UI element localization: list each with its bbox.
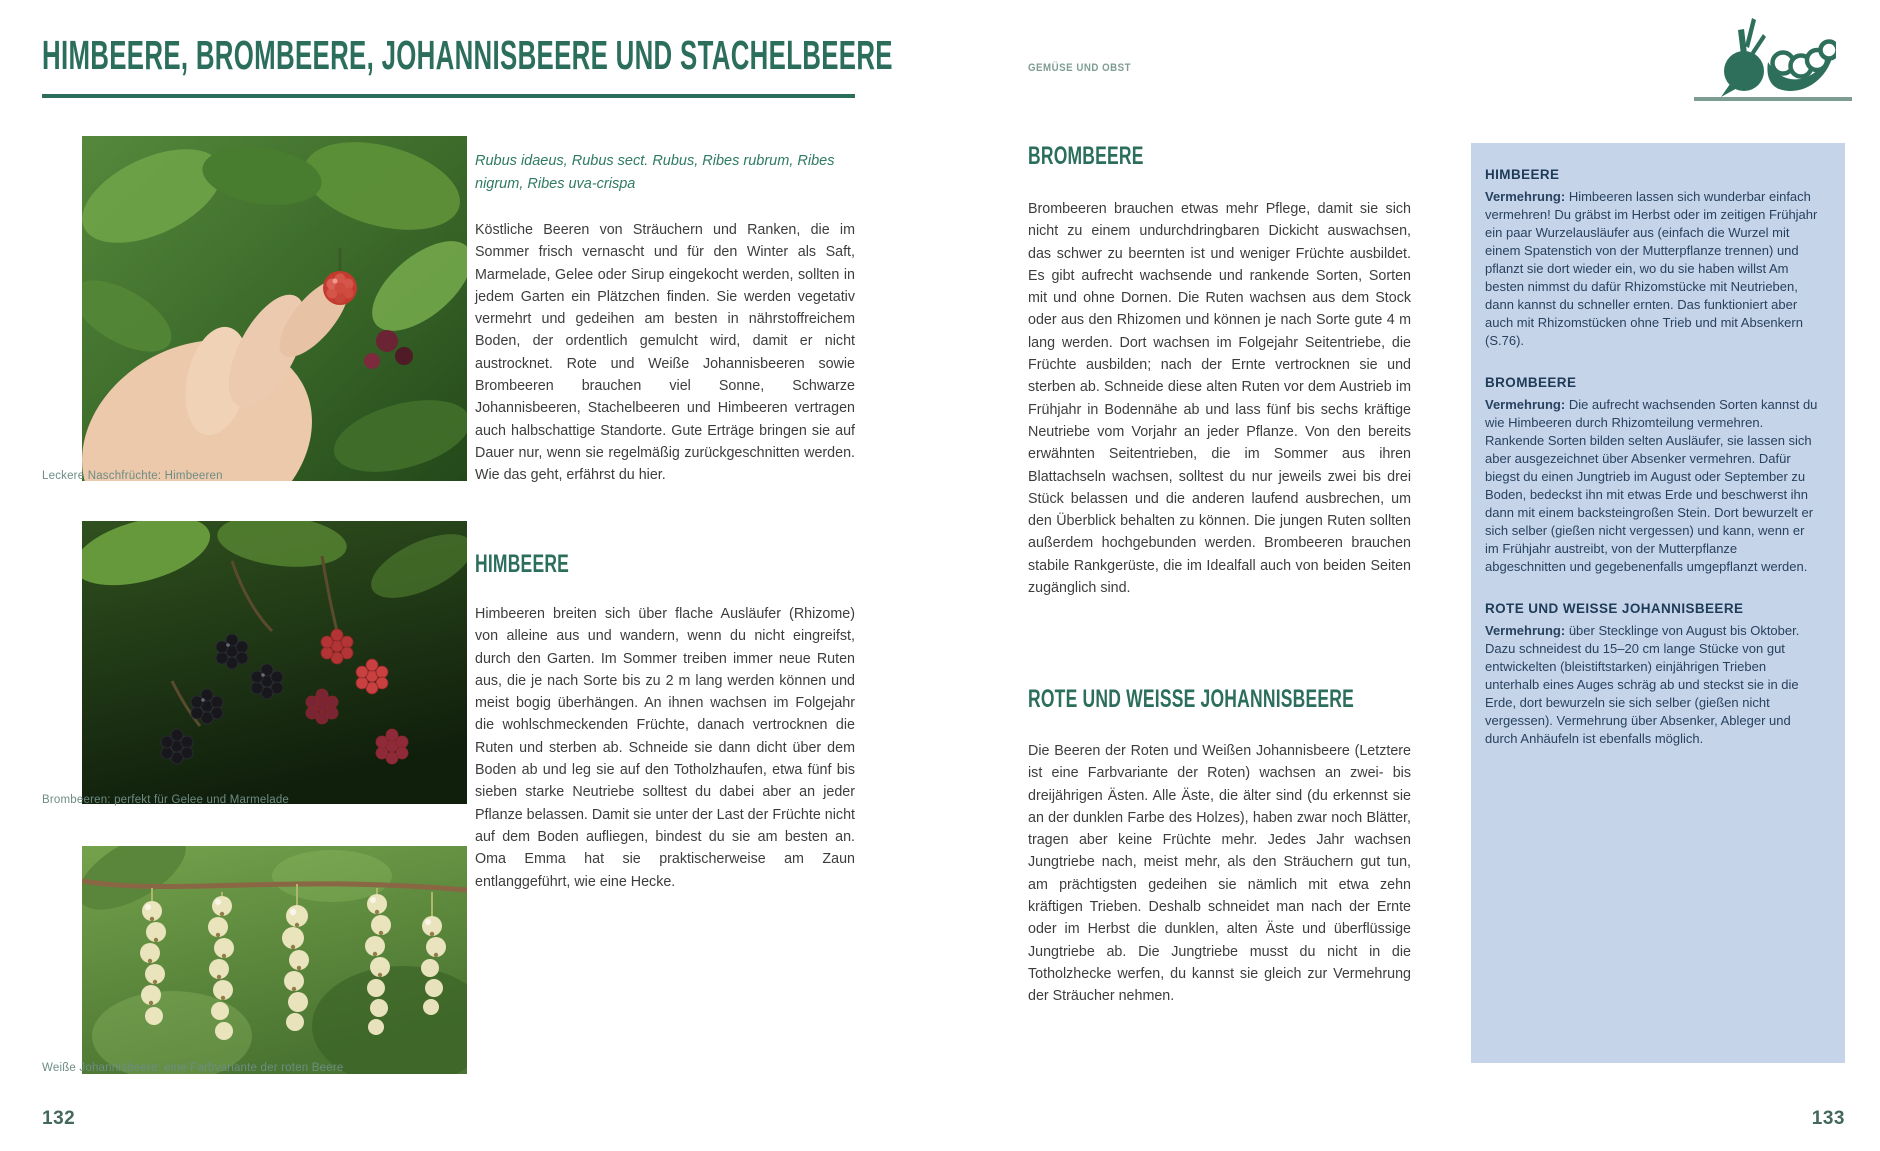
himbeere-paragraph: Himbeeren breiten sich über flache Ausläufer (Rhizome) von alleine aus und wandern, wenn du nicht eingreifst, durch den Garten. Im Sommer treiben immer neue Ruten aus, die je nach Sorte bis zu 2 m lang werden können und meist bogig überhängen. An ihnen wachsen im Folgejahr die wohlschmeckenden Früchte, danach vertrocknen die Ruten und sterben ab. Schneide sie dann dicht über dem Boden ab und leg sie auf den Totholzhaufen, etwa fünf bis sieben starke Neutriebe solltest du dabei aber an jeder Pflanze belassen. Damit sie unter der Last der Früchte nicht auf dem Boden aufliegen, bindest du sie am besten an. Oma Emma hat sie praktischerweise am Zaun entlanggeführt, wie eine Hecke. (475, 606, 855, 890)
infobox-heading-himbeere: HIMBEERE (1485, 167, 1560, 182)
running-head: GEMÜSE UND OBST (1028, 62, 1132, 74)
species-names: Rubus idaeus, Rubus sect. Rubus, Ribes rubrum, Ribes nigrum, Ribes uva-crispa (475, 153, 835, 192)
section-heading-himbeere-wrap (475, 552, 609, 577)
page-title-wrap (42, 34, 1393, 77)
photo-johannisbeeren (82, 846, 467, 1074)
header-rule (1694, 97, 1852, 101)
infobox-heading-brombeere: BROMBEERE (1485, 375, 1577, 390)
vermehrung-infobox (1471, 143, 1845, 1063)
infobox-section-johannisbeere (1485, 601, 1819, 748)
infobox-text-himbeere (1485, 188, 1819, 350)
beet-and-peapod-icon (1716, 14, 1836, 98)
vermehrung-label: Vermehrung: (1485, 623, 1566, 638)
photo-johannisbeeren-illustration (82, 846, 467, 1074)
vermehrung-label: Vermehrung: (1485, 189, 1566, 204)
title-rule (42, 94, 855, 98)
page-number-right: 133 (1811, 1108, 1845, 1129)
infobox-heading-johannisbeere: ROTE UND WEISSE JOHANNISBEERE (1485, 601, 1744, 616)
vermehrung-label: Vermehrung: (1485, 397, 1566, 412)
section-heading-brombeere: BROMBEERE (1028, 142, 1144, 170)
photo-himbeeren (82, 136, 467, 481)
section-heading-johannisbeere: ROTE UND WEISSE JOHANNISBEERE (1028, 685, 1355, 713)
johannisbeere-paragraph: Die Beeren der Roten und Weißen Johannisbeere (Letztere ist eine Farbvariante der Roten) wachsen an zwei- bis dreijährigen Ästen. Alle Äste, die älter sind (du erkennst sie an der dunklen Farbe des Holzes), haben zwar noch Blätter, tragen aber keine Früchte mehr. Jedes Jahr wachsen Jungtriebe nach, meist mehr, als den Sträuchern gut tun, am prächtigsten gedeihen sie nämlich mit etwa zehn kräftigen Trieben. Deshalb schneidet man nach der Ernte oder im Herbst die dunklen, alten Äste und überflüssige Jungtriebe ab. Die Jungtriebe musst du nicht in die Totholzhecke werfen, du kannst sie gleich zur Vermehrung der Sträucher nehmen. (1028, 743, 1411, 1005)
section-heading-johannisbeere-wrap (1028, 687, 1494, 712)
page-number-left: 132 (42, 1108, 76, 1129)
infobox-text-brombeere (1485, 396, 1819, 576)
photo-brombeeren-illustration (82, 521, 467, 804)
vermehrung-text: über Stecklinge von August bis Oktober. Dazu schneidest du 15–20 cm lange Stücke von gut entwickelten (bleistiftstarken) einjährigen Trieben unterhalb eines Auges schräg ab und steckst sie in die Erde, dort bewurzeln sie sich selber (gießen nicht vergessen). Vermehrung über Absenker, Ableger und durch Anhäufeln ist ebenfalls möglich. (1485, 623, 1800, 746)
intro-paragraph: Köstliche Beeren von Sträuchern und Ranken, die im Sommer frisch vernascht und für den Winter als Saft, Marmelade, Gelee oder Sirup eingekocht werden, sollten in jedem Garten ein Plätzchen finden. Sie werden vegetativ vermehrt und gedeihen am besten in nährstoffreichem Boden, der ordentlich gemulcht wird, damit er nicht austrocknet. Rote und Weiße Johannisbeeren sowie Brombeeren brauchen viel Sonne, Schwarze Johannisbeeren, Stachelbeeren und Himbeeren vertragen auch halbschattige Standorte. Gute Erträge bringen sie auf Dauer nur, wenn sie regelmäßig zurückgeschnitten werden. Wie das geht, erfährst du hier. (475, 222, 855, 484)
photo-caption-himbeeren: Leckere Naschfrüchte: Himbeeren (42, 470, 223, 482)
section-heading-brombeere-wrap (1028, 144, 1193, 169)
photo-caption-johannisbeeren: Weiße Johannisbeere: eine Farbvariante der roten Beere (42, 1062, 344, 1074)
brombeere-paragraph: Brombeeren brauchen etwas mehr Pflege, damit sie sich nicht zu einem undurchdringbaren Dickicht auswachsen, das schwer zu beernten ist und weniger Früchte ausbildet. Es gibt aufrecht wachsende und rankende Sorten, Sorten mit und ohne Dornen. Die Ruten wachsen aus dem Stock oder aus den Rhizomen und können je nach Sorte gute 4 m lang werden. Dort wachsen im Folgejahr Seitentriebe, die Früchte ausbilden; nach der Ernte vertrocknen sie und sterben ab. Schneide diese alten Ruten vor dem Austrieb im Frühjahr in Bodennähe ab und lass fünf bis sechs kräftige Neutriebe vom Vorjahr an jeder Pflanze. Von den bereits erwähnten Seitentrieben, die im Sommer aus ihren Blattachseln wachsen, solltest du nur jeweils zwei bis drei Stück belassen und die anderen laufend ausbrechen, um den Überblick behalten zu können. Die jungen Ruten sollten außerdem hochgebunden werden. Brombeeren brauchen stabile Rankgerüste, die im Idealfall auch von beiden Seiten zugänglich sind. (1028, 201, 1411, 597)
section-heading-himbeere: HIMBEERE (475, 550, 570, 578)
running-head-wrap (1028, 62, 1145, 74)
infobox-section-himbeere (1485, 167, 1819, 350)
infobox-section-brombeere (1485, 375, 1819, 576)
vermehrung-text: Die aufrecht wachsenden Sorten kannst du wie Himbeeren durch Rhizomteilung vermehren. Rankende Sorten bilden selten Ausläufer, sie lassen sich aber ausgezeichnet über Absenker vermehren. Dafür biegst du einen Jungtrieb im August oder September zu Boden, bedeckst ihn mit etwas Erde und beschwerst ihn dann mit einem backsteingroßen Stein. Dort bewurzelt er sich selber (gießen nicht vergessen) und kann, wenn er im Frühjahr austreibt, von der Mutterpflanze abgeschnitten und gegebenenfalls umgepflanzt werden. (1485, 397, 1818, 574)
raspberry (323, 271, 357, 305)
page-title: HIMBEERE, BROMBEERE, JOHANNISBEERE UND STACHELBEERE (42, 32, 893, 78)
infobox-text-johannisbeere (1485, 622, 1819, 748)
photo-caption-brombeeren: Brombeeren: perfekt für Gelee und Marmelade (42, 794, 290, 806)
vermehrung-text: Himbeeren lassen sich wunderbar einfach vermehren! Du gräbst im Herbst oder im zeitigen Frühjahr ein paar Wurzelausläufer aus (einfach die Wurzel mit einem Spatenstich von der Mutterpflanze trennen) und pflanzt sie dort wieder ein, wo du sie haben willst Am besten nimmst du dafür Rhizomstücke mit Neutrieben, dann kannst du schneller ernten. Das funktioniert aber auch mit Rhizomstücken ohne Trieb und mit Absenkern (S.76). (1485, 189, 1818, 348)
photo-brombeeren (82, 521, 467, 804)
photo-himbeeren-illustration (82, 136, 467, 481)
